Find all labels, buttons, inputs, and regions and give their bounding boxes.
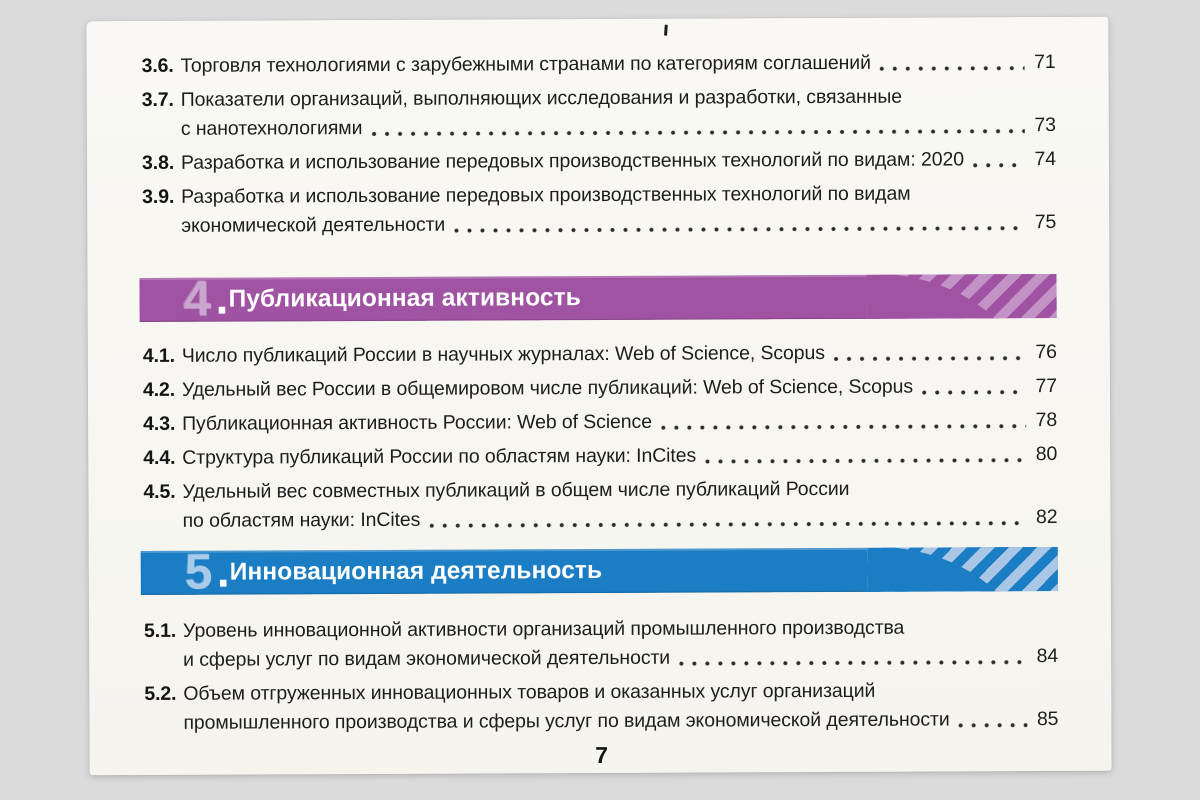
toc-entry-title: по областям науки: InCites xyxy=(182,508,421,532)
dot-leader xyxy=(371,126,1024,139)
section-header-5 xyxy=(141,543,1058,600)
toc-entry-body xyxy=(181,145,1056,178)
toc-entry-page: 71 xyxy=(1033,51,1056,74)
toc-entry-number: 3.8. xyxy=(141,151,175,174)
page-number: 7 xyxy=(595,741,609,769)
toc-entry-body xyxy=(183,613,1058,675)
toc-entry-title: с нанотехнологиями xyxy=(180,117,363,140)
toc-entry-page: 76 xyxy=(1035,341,1057,364)
toc-entry-title: Публикационная активность России: Web of Science xyxy=(182,410,652,435)
toc-entry-title: Удельный вес России в общемировом числе публикаций: Web of Science, Scopus xyxy=(181,375,914,401)
toc-entry-body xyxy=(182,406,1057,439)
toc-entry-number: 3.6. xyxy=(141,54,174,77)
toc-entry xyxy=(141,48,1055,81)
toc-entry-number: 4.5. xyxy=(143,480,176,503)
toc-entry-title-line: Показатели организаций, выполняющих исследования и разработки, связанные xyxy=(180,85,903,111)
toc-entry-page: 84 xyxy=(1036,644,1059,668)
toc-entry xyxy=(143,474,1057,536)
section-number: 5 xyxy=(184,543,213,600)
toc-entry xyxy=(144,676,1058,738)
toc-entry-body xyxy=(183,676,1058,738)
toc-entry-number: 3.9. xyxy=(142,185,175,208)
section-header-4 xyxy=(139,270,1056,327)
toc-entry xyxy=(142,145,1056,178)
dot-leader xyxy=(834,353,1026,364)
toc-entry-body xyxy=(182,474,1057,536)
toc-entry-title-line: Объем отгруженных инновационных товаров и оказанных услуг организаций xyxy=(183,679,876,705)
dot-leader xyxy=(880,63,1025,74)
toc-entry xyxy=(143,372,1057,405)
toc-entry-title: Торговля технологиями с зарубежными странами по категориям соглашений xyxy=(180,51,871,77)
band-curve-decoration xyxy=(868,547,1058,592)
toc-entry-page: 73 xyxy=(1034,114,1056,137)
toc-entry xyxy=(143,406,1057,439)
toc-list xyxy=(141,48,1058,738)
dot-leader xyxy=(454,223,1025,235)
toc-entry-number: 4.2. xyxy=(142,378,176,401)
toc-entry-page: 85 xyxy=(1036,707,1059,731)
toc-entry-body xyxy=(180,48,1055,81)
dot-leader xyxy=(661,421,1026,433)
toc-entry-number: 5.2. xyxy=(144,682,177,705)
toc-entry-title: Разработка и использование передовых производственных технологий по видам: 2020 xyxy=(180,148,965,174)
toc-entry-number: 3.7. xyxy=(141,88,174,111)
dot-leader xyxy=(679,657,1027,669)
table-of-contents xyxy=(86,17,1111,775)
section-number: 4 xyxy=(183,270,212,327)
toc-entry-body xyxy=(182,338,1057,371)
toc-entry-page: 75 xyxy=(1034,211,1057,234)
toc-entry-title: и сферы услуг по видам экономической деятельности xyxy=(183,646,671,671)
toc-entry-title-line: Удельный вес совместных публикаций в общем числе публикаций России xyxy=(182,477,850,503)
dot-leader xyxy=(922,387,1026,397)
dot-leader xyxy=(973,160,1025,170)
toc-entry-title: промышленного производства и сферы услуг по видам экономической деятельности xyxy=(183,708,950,734)
toc-entry xyxy=(144,613,1058,675)
dot-leader xyxy=(429,518,1026,531)
toc-entry-title: Число публикаций России в научных журналах: Web of Science, Scopus xyxy=(181,342,825,367)
section-number-period: . xyxy=(216,544,230,597)
toc-entry-page: 78 xyxy=(1035,409,1058,432)
toc-entry-body xyxy=(181,179,1056,241)
dot-leader xyxy=(705,455,1026,466)
toc-entry-number: 4.4. xyxy=(143,446,176,469)
section-title: Инновационная деятельность xyxy=(229,556,603,586)
toc-entry-title-line: Уровень инновационной активности организаций промышленного производства xyxy=(182,616,905,642)
toc-entry xyxy=(142,82,1056,144)
toc-entry-number: 4.3. xyxy=(143,412,176,435)
toc-entry-body xyxy=(182,440,1057,473)
toc-entry xyxy=(143,338,1057,371)
toc-entry-page: 77 xyxy=(1035,375,1058,398)
toc-entry-number: 4.1. xyxy=(142,344,176,367)
toc-entry-title: экономической деятельности xyxy=(181,213,446,237)
toc-entry-title: Структура публикаций России по областям науки: InCites xyxy=(182,444,697,469)
toc-entry xyxy=(142,179,1056,241)
dot-leader xyxy=(959,720,1028,730)
section-number-period: . xyxy=(215,271,229,324)
band-curve-decoration xyxy=(866,274,1056,319)
toc-entry-page: 80 xyxy=(1035,443,1058,466)
toc-entry-number: 5.1. xyxy=(143,619,177,642)
toc-entry-page: 74 xyxy=(1034,148,1057,171)
toc-entry-page: 82 xyxy=(1035,506,1058,529)
section-title: Публикационная активность xyxy=(228,284,581,313)
page xyxy=(86,17,1111,775)
toc-entry-body xyxy=(182,372,1057,405)
toc-entry xyxy=(143,440,1057,473)
toc-entry-title-line: Разработка и использование передовых производственных технологий по видам xyxy=(181,182,911,208)
toc-entry-body xyxy=(181,82,1056,144)
